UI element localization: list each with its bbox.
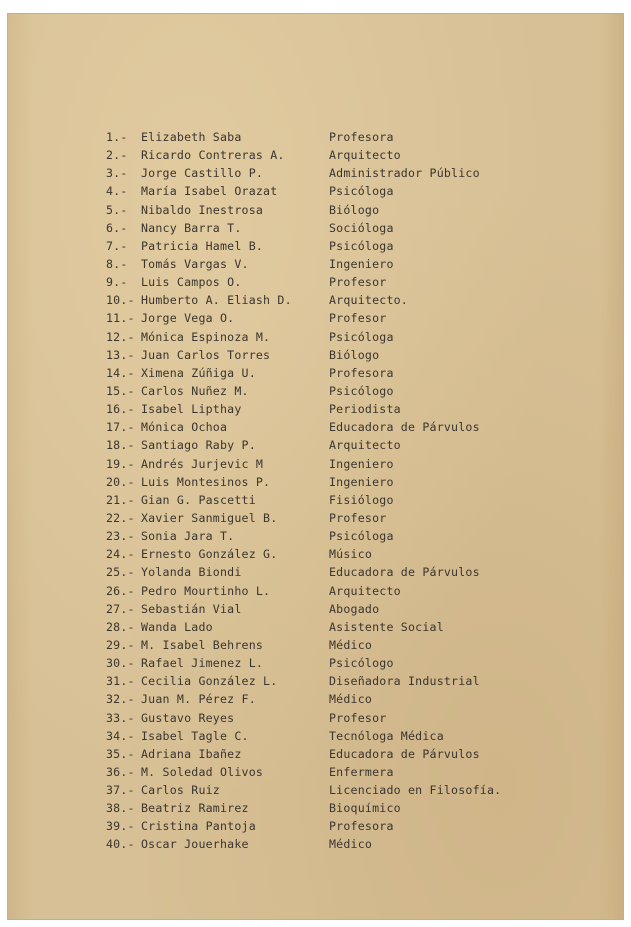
entry-name: Nancy Barra T. <box>141 220 242 235</box>
entry-name: Carlos Nuñez M. <box>141 383 249 398</box>
entry-number: 10.- <box>106 293 135 308</box>
entry-number: 14.- <box>106 365 135 380</box>
entry-number: 12.- <box>106 329 135 344</box>
list-item <box>8 509 623 527</box>
entry-number: 4.- <box>106 184 128 199</box>
list-item <box>8 781 623 799</box>
entry-profession: Psicóloga <box>329 329 394 344</box>
entry-number: 34.- <box>106 728 135 743</box>
list-item <box>8 328 623 346</box>
entry-profession: Profesor <box>329 311 387 326</box>
list-item <box>8 273 623 291</box>
list-item <box>8 618 623 636</box>
entry-profession: Médico <box>329 837 373 852</box>
list-item <box>8 473 623 491</box>
entry-number: 27.- <box>106 601 135 616</box>
entry-profession: Licenciado en Filosofía. <box>329 783 502 798</box>
entry-name: Mónica Espinoza M. <box>141 329 271 344</box>
entry-name: Pedro Mourtinho L. <box>141 583 271 598</box>
entry-profession: Psicólogo <box>329 656 394 671</box>
list-item <box>8 346 623 364</box>
list-item <box>8 491 623 509</box>
entry-name: Oscar Jouerhake <box>141 837 249 852</box>
entry-number: 26.- <box>106 583 135 598</box>
list-item <box>8 237 623 255</box>
entry-number: 20.- <box>106 474 135 489</box>
entry-number: 39.- <box>106 819 135 834</box>
entry-profession: Administrador Público <box>329 166 480 181</box>
entry-profession: Arquitecto. <box>329 293 408 308</box>
entry-profession: Arquitecto <box>329 148 401 163</box>
name-profession-list <box>8 128 623 854</box>
list-item <box>8 690 623 708</box>
list-item <box>8 835 623 853</box>
list-item <box>8 309 623 327</box>
entry-number: 40.- <box>106 837 135 852</box>
list-item <box>8 382 623 400</box>
entry-number: 1.- <box>106 130 128 144</box>
list-item <box>8 418 623 436</box>
entry-profession: Educadora de Párvulos <box>329 565 480 580</box>
entry-name: María Isabel Orazat <box>141 184 278 199</box>
entry-name: Rafael Jimenez L. <box>141 656 264 671</box>
entry-name: Elizabeth Saba <box>141 130 242 144</box>
entry-name: Luis Montesinos P. <box>141 474 271 489</box>
entry-profession: Bioquímico <box>329 801 401 816</box>
entry-name: Beatriz Ramirez <box>141 801 249 816</box>
entry-name: M. Isabel Behrens <box>141 637 264 652</box>
list-item <box>8 527 623 545</box>
entry-name: Patricia Hamel B. <box>141 238 264 253</box>
entry-name: Tomás Vargas V. <box>141 256 249 271</box>
entry-profession: Periodista <box>329 402 401 417</box>
entry-number: 37.- <box>106 783 135 798</box>
entry-name: Adriana Ibañez <box>141 746 242 761</box>
entry-number: 23.- <box>106 529 135 544</box>
list-item <box>8 654 623 672</box>
entry-number: 36.- <box>106 764 135 779</box>
entry-number: 16.- <box>106 402 135 417</box>
entry-number: 24.- <box>106 547 135 562</box>
entry-profession: Ingeniero <box>329 456 394 471</box>
entry-profession: Profesora <box>329 819 394 834</box>
entry-name: Juan Carlos Torres <box>141 347 271 362</box>
entry-number: 2.- <box>106 148 128 163</box>
list-item <box>8 799 623 817</box>
list-item <box>8 817 623 835</box>
entry-profession: Educadora de Párvulos <box>329 420 480 435</box>
entry-number: 28.- <box>106 619 135 634</box>
entry-name: M. Soledad Olivos <box>141 764 264 779</box>
entry-profession: Profesora <box>329 130 394 144</box>
entry-number: 33.- <box>106 710 135 725</box>
entry-name: Isabel Lipthay <box>141 402 242 417</box>
entry-name: Nibaldo Inestrosa <box>141 202 264 217</box>
entry-profession: Profesor <box>329 710 387 725</box>
entry-name: Andrés Jurjevic M <box>141 456 264 471</box>
entry-profession: Arquitecto <box>329 438 401 453</box>
entry-profession: Profesor <box>329 510 387 525</box>
entry-profession: Biólogo <box>329 202 380 217</box>
entry-profession: Tecnóloga Médica <box>329 728 444 743</box>
list-item <box>8 545 623 563</box>
list-item <box>8 364 623 382</box>
entry-number: 6.- <box>106 220 128 235</box>
entry-number: 7.- <box>106 238 128 253</box>
entry-name: Jorge Castillo P. <box>141 166 264 181</box>
entry-profession: Abogado <box>329 601 380 616</box>
entry-number: 38.- <box>106 801 135 816</box>
entry-profession: Profesora <box>329 365 394 380</box>
entry-profession: Asistente Social <box>329 619 444 634</box>
list-item <box>8 600 623 618</box>
entry-profession: Fisiólogo <box>329 492 394 507</box>
entry-number: 18.- <box>106 438 135 453</box>
entry-number: 19.- <box>106 456 135 471</box>
entry-name: Yolanda Biondi <box>141 565 242 580</box>
entry-profession: Educadora de Párvulos <box>329 746 480 761</box>
list-item <box>8 672 623 690</box>
entry-profession: Ingeniero <box>329 256 394 271</box>
entry-number: 25.- <box>106 565 135 580</box>
entry-number: 17.- <box>106 420 135 435</box>
list-item <box>8 291 623 309</box>
entry-profession: Diseñadora Industrial <box>329 674 480 689</box>
entry-profession: Enfermera <box>329 764 394 779</box>
entry-name: Sebastián Vial <box>141 601 242 616</box>
typewritten-page <box>8 14 623 919</box>
entry-profession: Médico <box>329 692 373 707</box>
list-item <box>8 709 623 727</box>
list-item <box>8 727 623 745</box>
list-item <box>8 636 623 654</box>
entry-profession: Psicólogo <box>329 383 394 398</box>
list-item <box>8 128 623 146</box>
list-item <box>8 164 623 182</box>
entry-number: 9.- <box>106 275 128 290</box>
entry-number: 8.- <box>106 256 128 271</box>
entry-profession: Psicóloga <box>329 529 394 544</box>
entry-name: Santiago Raby P. <box>141 438 256 453</box>
entry-name: Gian G. Pascetti <box>141 492 256 507</box>
list-item <box>8 455 623 473</box>
entry-name: Jorge Vega O. <box>141 311 235 326</box>
list-item <box>8 219 623 237</box>
list-item <box>8 745 623 763</box>
entry-number: 31.- <box>106 674 135 689</box>
list-item <box>8 255 623 273</box>
list-item <box>8 763 623 781</box>
entry-name: Wanda Lado <box>141 619 213 634</box>
entry-number: 5.- <box>106 202 128 217</box>
entry-number: 29.- <box>106 637 135 652</box>
entry-profession: Psicóloga <box>329 238 394 253</box>
entry-name: Mónica Ochoa <box>141 420 228 435</box>
entry-name: Sonia Jara T. <box>141 529 235 544</box>
list-item <box>8 400 623 418</box>
entry-number: 11.- <box>106 311 135 326</box>
list-item <box>8 436 623 454</box>
entry-number: 15.- <box>106 383 135 398</box>
entry-number: 30.- <box>106 656 135 671</box>
entry-name: Luis Campos O. <box>141 275 242 290</box>
list-item <box>8 563 623 581</box>
list-item <box>8 146 623 164</box>
entry-profession: Arquitecto <box>329 583 401 598</box>
entry-name: Gustavo Reyes <box>141 710 235 725</box>
entry-profession: Ingeniero <box>329 474 394 489</box>
entry-profession: Médico <box>329 637 373 652</box>
entry-number: 22.- <box>106 510 135 525</box>
entry-profession: Músico <box>329 547 373 562</box>
list-item <box>8 582 623 600</box>
entry-name: Humberto A. Eliash D. <box>141 293 292 308</box>
entry-number: 3.- <box>106 166 128 181</box>
entry-number: 21.- <box>106 492 135 507</box>
entry-profession: Socióloga <box>329 220 394 235</box>
entry-name: Xavier Sanmiguel B. <box>141 510 278 525</box>
entry-name: Juan M. Pérez F. <box>141 692 256 707</box>
entry-number: 35.- <box>106 746 135 761</box>
entry-name: Isabel Tagle C. <box>141 728 249 743</box>
entry-name: Carlos Ruiz <box>141 783 220 798</box>
entry-name: Cristina Pantoja <box>141 819 256 834</box>
entry-name: Ernesto González G. <box>141 547 278 562</box>
entry-profession: Biólogo <box>329 347 380 362</box>
entry-number: 13.- <box>106 347 135 362</box>
entry-number: 32.- <box>106 692 135 707</box>
entry-name: Ricardo Contreras A. <box>141 148 285 163</box>
entry-profession: Profesor <box>329 275 387 290</box>
list-item <box>8 201 623 219</box>
list-item <box>8 182 623 200</box>
entry-name: Cecilia González L. <box>141 674 278 689</box>
entry-profession: Psicóloga <box>329 184 394 199</box>
entry-name: Ximena Zúñiga U. <box>141 365 256 380</box>
